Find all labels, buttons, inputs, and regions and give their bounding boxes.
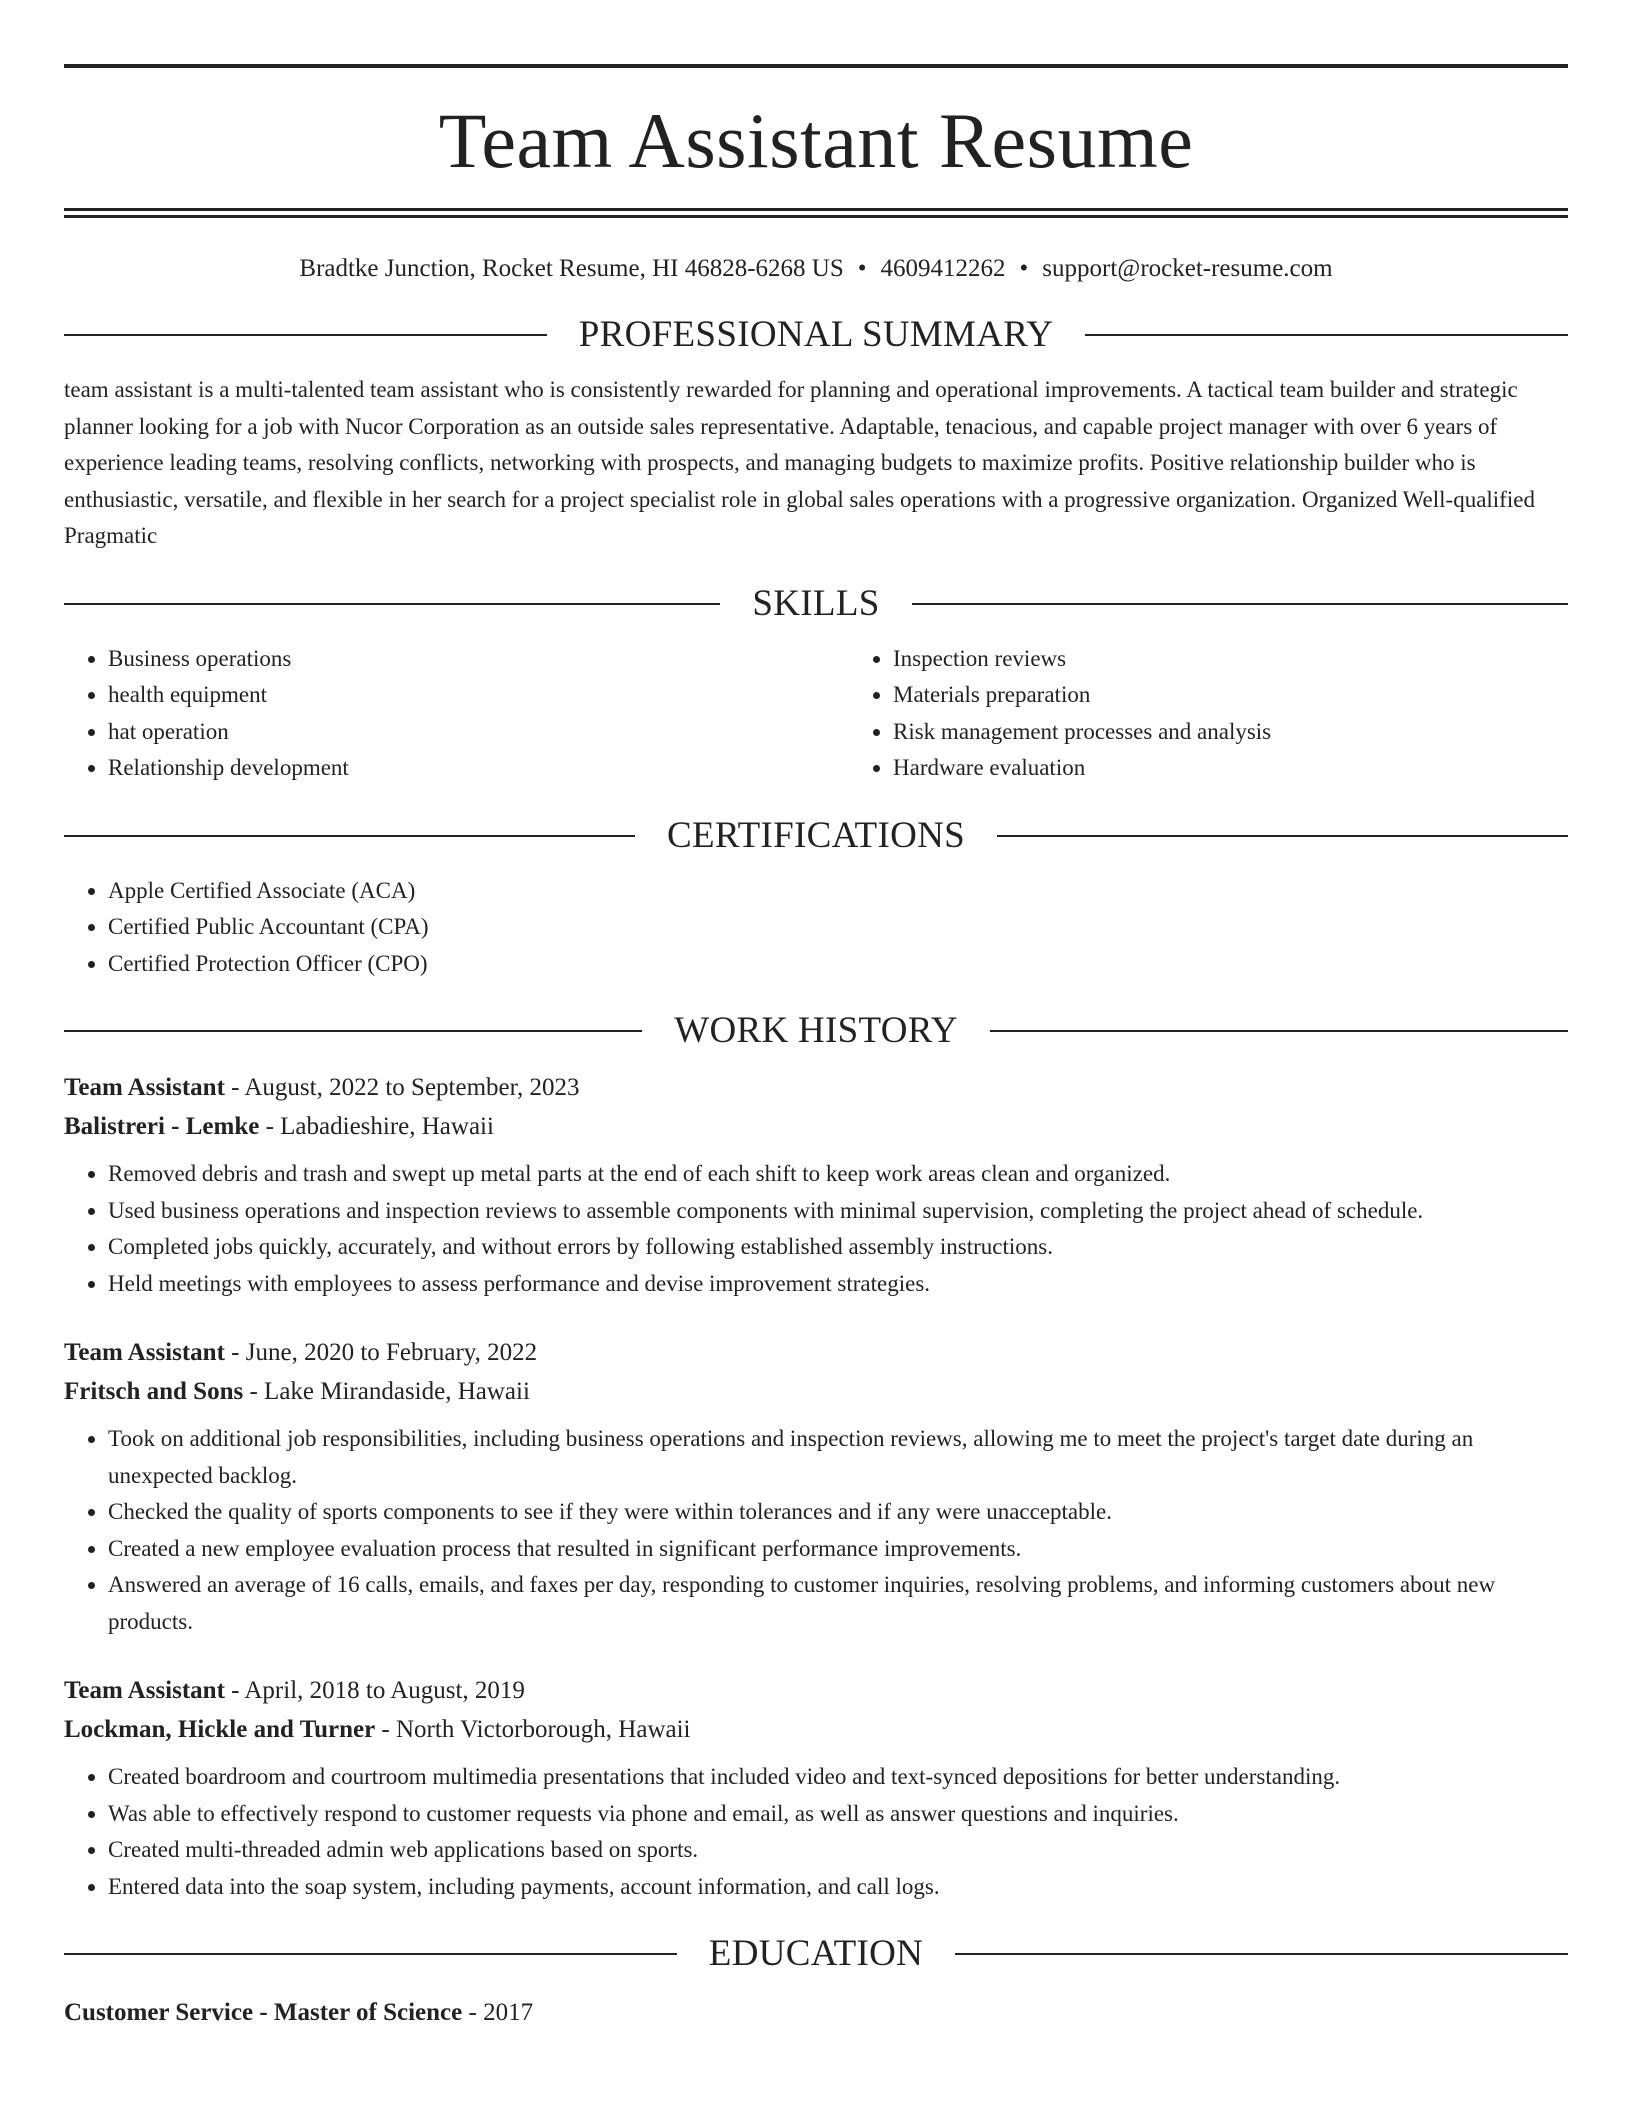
job-dates: - August, 2022 to September, 2023	[224, 1074, 580, 1101]
job-entry	[64, 1671, 1568, 1905]
job-duty-item: • Was able to effectively respond to customer requests via phone and email, as well as answer questions and inquiries.	[108, 1796, 1568, 1833]
top-rule	[64, 64, 1568, 68]
job-entry	[64, 1333, 1568, 1640]
job-company: Lockman, Hickle and Turner	[64, 1716, 376, 1743]
education-entry	[64, 1993, 1568, 2032]
skills-grid	[64, 641, 1568, 787]
section-title: CERTIFICATIONS	[667, 814, 965, 856]
job-duty-item: • Took on additional job responsibilities, including business operations and inspection reviews, allowing me to meet the project's target date during an unexpected backlog.	[108, 1421, 1568, 1494]
heading-rule	[64, 835, 635, 837]
job-duty-item: • Created multi-threaded admin web applications based on sports.	[108, 1832, 1568, 1869]
skills-list-right	[849, 641, 1568, 787]
job-duty-item: • Created a new employee evaluation process that resulted in significant performance improvements.	[108, 1531, 1568, 1568]
skill-item: • health equipment	[108, 677, 849, 714]
job-dates: - June, 2020 to February, 2022	[224, 1339, 538, 1366]
job-title: Team Assistant	[64, 1677, 225, 1704]
skill-item: • Business operations	[108, 641, 849, 678]
job-title-line	[64, 1068, 1568, 1107]
education-year: - 2017	[462, 1999, 534, 2026]
section-heading-skills	[64, 579, 1568, 629]
skill-item: • Inspection reviews	[893, 641, 1568, 678]
job-company: Balistreri - Lemke	[64, 1113, 260, 1140]
heading-rule	[955, 1953, 1568, 1955]
skills-list-left	[64, 641, 849, 787]
job-duties-list	[64, 1759, 1568, 1905]
section-heading-work-history	[64, 1006, 1568, 1056]
summary-text: team assistant is a multi-talented team assistant who is consistently rewarded for planning and operational improvements. A tactical team builder and strategic planner looking for a job with Nucor Corporation as an outside sales representative. Adaptable, tenacious, and capable project manager with over 6 years of experience leading teams, resolving conflicts, networking with prospects, and managing budgets to maximize profits. Positive relationship builder who is enthusiastic, versatile, and flexible in her search for a project specialist role in global sales operations with a progressive organization. Organized Well-qualified Pragmatic	[64, 377, 1535, 548]
contact-email[interactable]: support@rocket-resume.com	[1042, 255, 1333, 282]
skill-item: • Hardware evaluation	[893, 750, 1568, 787]
contact-line	[64, 252, 1568, 286]
section-title: EDUCATION	[708, 1933, 924, 1974]
title-double-rule	[64, 208, 1568, 218]
section-heading-education	[64, 1929, 1568, 1979]
certification-item: • Apple Certified Associate (ACA)	[108, 873, 1568, 910]
skill-item: • hat operation	[108, 714, 849, 751]
job-title: Team Assistant	[64, 1074, 225, 1101]
certification-item: • Certified Public Accountant (CPA)	[108, 909, 1568, 946]
job-entry	[64, 1068, 1568, 1302]
job-title: Team Assistant	[64, 1339, 225, 1366]
section-title: SKILLS	[752, 582, 880, 624]
job-duty-item: • Removed debris and trash and swept up metal parts at the end of each shift to keep work areas clean and organized.	[108, 1156, 1568, 1193]
job-company-line	[64, 1372, 1568, 1411]
heading-rule	[990, 1030, 1568, 1032]
job-company-line	[64, 1710, 1568, 1749]
job-duty-item: • Held meetings with employees to assess performance and devise improvement strategies.	[108, 1266, 1568, 1303]
job-duty-item: • Created boardroom and courtroom multimedia presentations that included video and text-synced depositions for better understanding.	[108, 1759, 1568, 1796]
contact-separator: •	[857, 255, 867, 282]
section-title: PROFESSIONAL SUMMARY	[578, 314, 1054, 355]
job-title-line	[64, 1671, 1568, 1710]
contact-phone: 4609412262	[880, 255, 1006, 282]
education-degree: Customer Service - Master of Science	[64, 1999, 463, 2026]
skill-item: • Risk management processes and analysis	[893, 714, 1568, 751]
skill-item: • Materials preparation	[893, 677, 1568, 714]
contact-address: Bradtke Junction, Rocket Resume, HI 46828-6268 US	[299, 255, 844, 282]
job-location: - Labadieshire, Hawaii	[259, 1113, 494, 1140]
certification-item: • Certified Protection Officer (CPO)	[108, 946, 1568, 983]
contact-separator: •	[1019, 255, 1029, 282]
skill-item: • Relationship development	[108, 750, 849, 787]
certifications-list	[64, 873, 1568, 983]
section-heading-certifications	[64, 811, 1568, 861]
job-duty-item: • Checked the quality of sports components to see if they were within tolerances and if any were unacceptable.	[108, 1494, 1568, 1531]
job-company-line	[64, 1107, 1568, 1146]
job-title-line	[64, 1333, 1568, 1372]
heading-rule	[912, 603, 1568, 605]
job-dates: - April, 2018 to August, 2019	[224, 1677, 525, 1704]
resume-content	[64, 64, 1568, 2032]
heading-rule	[64, 603, 720, 605]
heading-rule	[1085, 334, 1568, 336]
section-heading-summary	[64, 310, 1568, 360]
job-duties-list	[64, 1156, 1568, 1302]
job-company: Fritsch and Sons	[64, 1378, 244, 1405]
job-duty-item: • Used business operations and inspection reviews to assemble components with minimal supervision, completing the project ahead of schedule.	[108, 1193, 1568, 1230]
job-duties-list	[64, 1421, 1568, 1640]
job-duty-item: • Answered an average of 16 calls, emails, and faxes per day, responding to customer inquiries, resolving problems, and informing customers about new products.	[108, 1567, 1568, 1640]
job-duty-item: • Completed jobs quickly, accurately, and without errors by following established assembly instructions.	[108, 1229, 1568, 1266]
heading-rule	[997, 835, 1568, 837]
job-duty-item: • Entered data into the soap system, including payments, account information, and call logs.	[108, 1869, 1568, 1906]
heading-rule	[64, 1030, 642, 1032]
resume-title: Team Assistant Resume	[438, 97, 1194, 184]
job-location: - North Victorborough, Hawaii	[375, 1716, 691, 1743]
job-location: - Lake Mirandaside, Hawaii	[243, 1378, 530, 1405]
section-title: WORK HISTORY	[674, 1010, 958, 1051]
heading-rule	[64, 334, 547, 336]
heading-rule	[64, 1953, 677, 1955]
